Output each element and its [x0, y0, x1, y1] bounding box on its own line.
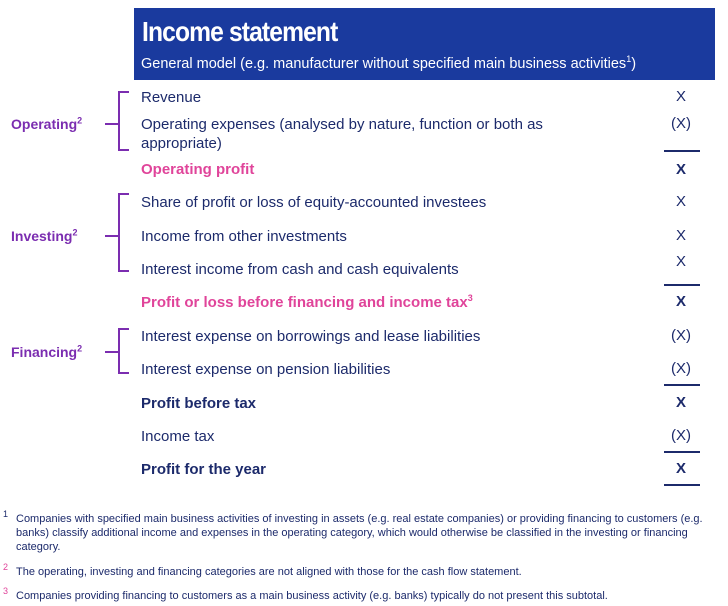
row-label-share-of-profit: Share of profit or loss of equity-accounted investees	[141, 194, 487, 211]
row-label-interest-pension: Interest expense on pension liabilities	[141, 361, 391, 378]
row-value-operating-profit: X	[675, 161, 686, 178]
footnote-2: The operating, investing and financing categories are not aligned with those for the cash flow statement.	[16, 566, 522, 578]
row-value-revenue: X	[675, 88, 686, 105]
footnote-3: Companies providing financing to customers as a main business activity (e.g. banks) typically do not present this subtotal.	[16, 590, 608, 602]
footnote-number-3: 3	[3, 586, 9, 596]
page-subtitle: General model (e.g. manufacturer without specified main business activities$^1$)	[141, 54, 637, 72]
row-label-income-tax: Income tax	[141, 428, 215, 445]
row-label-revenue: Revenue	[141, 89, 202, 106]
subtotal-rule	[664, 150, 700, 152]
row-label-operating-profit: Operating profit	[141, 161, 255, 178]
row-label-profit-before-financing: Profit or loss before financing and income tax$^3$	[141, 293, 473, 311]
investing-bracket	[119, 194, 129, 271]
operating-bracket	[119, 92, 129, 150]
row-label-profit-before-tax: Profit before tax	[141, 395, 257, 412]
header-banner	[134, 8, 715, 80]
row-value-profit-for-year: X	[675, 460, 686, 477]
row-label-income-other-investments: Income from other investments	[141, 228, 347, 245]
row-value-profit-before-tax: X	[675, 394, 686, 411]
total-rule	[664, 484, 700, 486]
row-value-interest-borrowings: (X)	[671, 327, 691, 344]
subtotal-rule	[664, 284, 700, 286]
row-value-income-other-investments: X	[675, 227, 686, 244]
footnote-1: Companies with specified main business activities of investing in assets (e.g. real estate companies) or providing financing to customers (e.g. banks) classify additional income and expenses in the operating category, which would otherwise be classified in the investing or financing category.	[16, 513, 703, 553]
financing-bracket	[119, 329, 129, 373]
row-label-operating-expenses: Operating expenses (analysed by nature, function or both as appropriate)	[141, 116, 543, 152]
category-operating: Operating$^2$	[11, 115, 83, 132]
row-value-income-tax: (X)	[671, 427, 691, 444]
row-value-operating-expenses: (X)	[671, 115, 691, 132]
row-value-profit-before-financing: X	[675, 293, 686, 310]
footnote-number-1: 1	[3, 509, 9, 519]
row-label-interest-income: Interest income from cash and cash equivalents	[141, 261, 459, 278]
subtotal-rule	[664, 451, 700, 453]
category-financing: Financing$^2$	[11, 343, 83, 360]
row-value-share-of-profit: X	[675, 193, 686, 210]
category-brackets	[0, 0, 140, 400]
row-value-interest-income: X	[675, 253, 686, 270]
page-title: Income statement	[142, 16, 338, 47]
row-label-profit-for-year: Profit for the year	[141, 461, 267, 478]
row-value-interest-pension: (X)	[671, 360, 691, 377]
row-label-interest-borrowings: Interest expense on borrowings and lease liabilities	[141, 328, 481, 345]
category-investing: Investing$^2$	[11, 227, 78, 244]
footnote-number-2: 2	[3, 562, 9, 572]
subtotal-rule	[664, 384, 700, 386]
